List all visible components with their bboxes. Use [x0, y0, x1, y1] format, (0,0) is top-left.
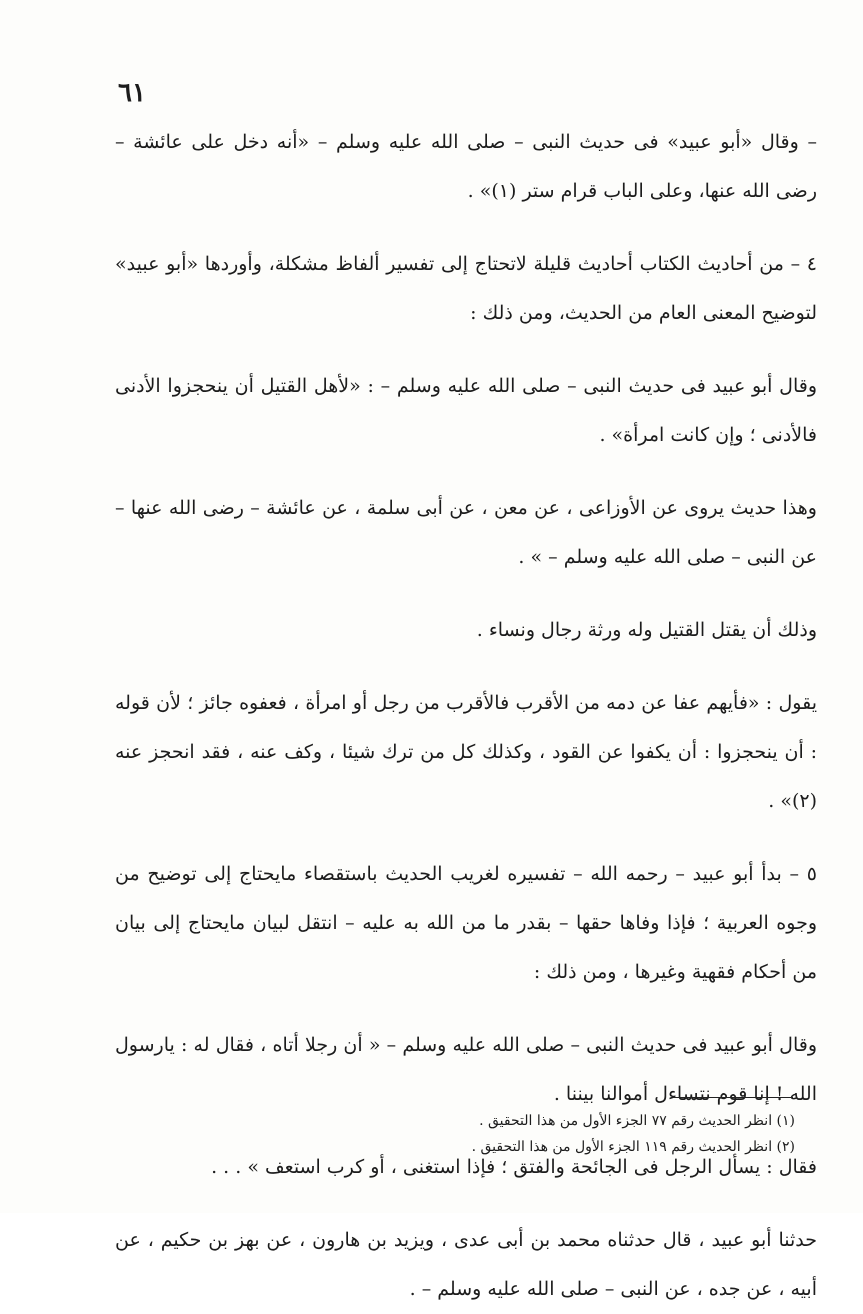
paragraph-4: وهذا حديث يروى عن الأوزاعى ، عن معن ، عن أبى سلمة ، عن عائشة – رضى الله عنها – عن النبى – صلى الله عليه وسلم – » .: [115, 497, 817, 568]
footnote-1: (١) انظر الحديث رقم ٧٧ الجزء الأول من هذا التحقيق .: [479, 1113, 795, 1129]
footnote-divider: [673, 1097, 793, 1098]
footnotes: [300, 1108, 795, 1160]
paragraph-9: فقال : يسأل الرجل فى الجائحة والفتق ؛ فإذا استغنى ، أو كرب استعف » . . .: [211, 1156, 817, 1178]
paragraph-3: وقال أبو عبيد فى حديث النبى – صلى الله عليه وسلم – : «لأهل القتيل أن ينحجزوا الأدنى فالأدنى ؛ وإن كانت امرأة» .: [115, 375, 817, 446]
footnote-2: (٢) انظر الحديث رقم ١١٩ الجزء الأول من هذا التحقيق .: [471, 1139, 795, 1155]
paragraph-7: ٥ – بدأ أبو عبيد – رحمه الله – تفسيره لغريب الحديث باستقصاء مايحتاج إلى توضيح من وجوه العربية ؛ فإذا وفاها حقها – بقدر ما من الله به عليه – انتقل لبيان مايحتاج إلى بيان من أحكام فقهية وغيرها ، ومن ذلك :: [115, 863, 817, 983]
paragraph-1: – وقال «أبو عبيد» فى حديث النبى – صلى الله عليه وسلم – «أنه دخل على عائشة – رضى الله عنها، وعلى الباب قرام ستر (١)» .: [115, 131, 817, 202]
page-number: ٦١: [118, 78, 146, 108]
paragraph-5: وذلك أن يقتل القتيل وله ورثة رجال ونساء .: [476, 619, 817, 641]
paragraph-2: ٤ – من أحاديث الكتاب أحاديث قليلة لاتحتاج إلى تفسير ألفاظ مشكلة، وأوردها «أبو عبيد» لتوضيح المعنى العام من الحديث، ومن ذلك :: [115, 253, 817, 324]
paragraph-10: حدثنا أبو عبيد ، قال حدثناه محمد بن أبى عدى ، ويزيد بن هارون ، عن بهز بن حكيم ، عن أبيه ، عن جده ، عن النبى – صلى الله عليه وسلم – .: [115, 1229, 817, 1300]
paragraph-8: وقال أبو عبيد فى حديث النبى – صلى الله عليه وسلم – « أن رجلا أتاه ، فقال له : يارسول الله ! إنا قوم نتساءل أموالنا بيننا .: [115, 1034, 817, 1105]
paragraph-6: يقول : «فأيهم عفا عن دمه من الأقرب فالأقرب من رجل أو امرأة ، فعفوه جائز ؛ لأن قوله : أن ينحجزوا : أن يكفوا عن القود ، وكذلك كل من ترك شيئا ، وكف عنه ، فقد انحجز عنه (٢)» .: [115, 692, 817, 812]
